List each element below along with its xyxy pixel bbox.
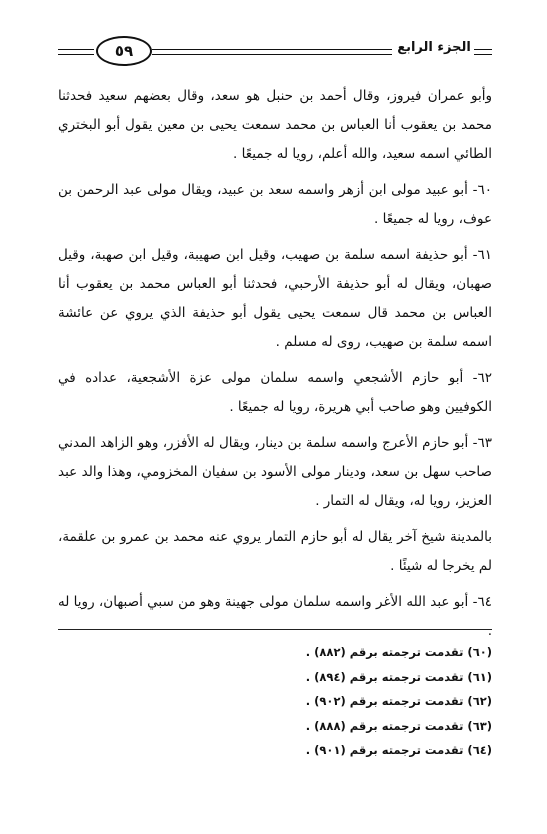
running-title: الجزء الرابع	[397, 40, 471, 55]
header-rule	[152, 49, 392, 55]
footnotes	[58, 640, 492, 763]
header-rule	[474, 49, 492, 55]
footnote-separator	[58, 629, 492, 630]
entry-63: ٦٣- أبو حازم الأعرج واسمه سلمة بن دينار، ويقال له الأفزر، وهو الزاهد المدني صاحب سهل بن سعد، ودينار مولى الأسود بن سفيان المخزومي، وهذا والد عبد العزيز، رويا له، ويقال له التمار .	[58, 435, 492, 509]
page-number-oval: ٥٩	[96, 36, 152, 66]
entry-64: ٦٤- أبو عبد الله الأغر واسمه سلمان مولى جهينة وهو من سبي أصبهان، رويا له .	[58, 594, 492, 639]
entry-60: ٦٠- أبو عبيد مولى ابن أزهر واسمه سعد بن عبيد، ويقال مولى عبد الرحمن بن عوف، رويا له جميعًا .	[58, 182, 492, 227]
entry-61: ٦١- أبو حذيفة اسمه سلمة بن صهيب، وقيل ابن صهيبة، وقيل ابن صهبة، وقيل صهبان، ويقال له أبو حذيفة الأرحبي، فحدثنا أبو العباس محمد بن يعقوب أنا العباس بن محمد قال سمعت يحيى يقول أبو حذيفة الذي يروي عن عائشة اسمه سلمة بن صهيب، روى له مسلم .	[58, 247, 492, 350]
paragraph: بالمدينة شيخ آخر يقال له أبو حازم التمار يروي عنه محمد بن عمرو بن علقمة، لم يخرجا له شيئًا .	[58, 529, 492, 574]
paragraph: وأبو عمران فيروز، وقال أحمد بن حنبل هو سعد، وقال بعضهم سعيد فحدثنا محمد بن يعقوب أنا العباس بن محمد سمعت يحيى بن معين يقول أبو البختري الطائي اسمه سعيد، والله أعلم، رويا له جميعًا .	[58, 88, 492, 162]
footnote-60: (٦٠) تقدمت ترجمته برقم (٨٨٢) .	[305, 645, 492, 659]
footnote-63: (٦٣) تقدمت ترجمته برقم (٨٨٨) .	[305, 718, 492, 733]
footnote-62: (٦٢) تقدمت ترجمته برقم (٩٠٢) .	[305, 694, 492, 708]
footnote-64: (٦٤) تقدمت ترجمته برقم (٩٠١) .	[305, 743, 492, 757]
main-text	[58, 82, 492, 653]
running-header	[58, 34, 492, 68]
entry-62: ٦٢- أبو حازم الأشجعي واسمه سلمان مولى عزة الأشجعية، عداده في الكوفيين وهو صاحب أبي هريرة، رويا له جميعًا .	[58, 370, 492, 415]
header-rule	[58, 49, 94, 55]
footnote-61: (٦١) تقدمت ترجمته برقم (٨٩٤) .	[305, 669, 492, 684]
